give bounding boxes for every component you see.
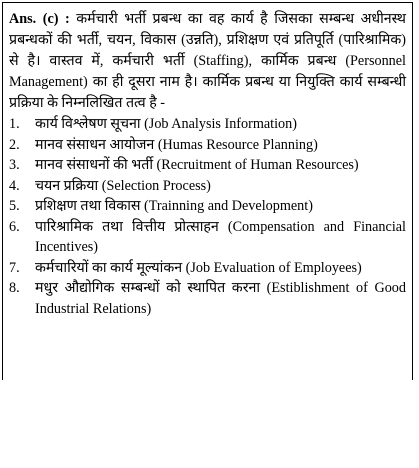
list-item-number: 8.: [9, 280, 20, 296]
list-item-number: 6.: [9, 218, 20, 235]
list-item-number: 1.: [9, 116, 20, 132]
list-item-text: कार्य विश्लेषण सूचना (Job Analysis Information): [35, 116, 297, 132]
list-item: [9, 135, 406, 156]
list-item-text: मानव संसाधन आयोजन (Humas Resource Planning): [35, 136, 318, 153]
list-item-text: मधुर औद्योगिक सम्बन्धों को स्थापित करना (Estiblishment of Good Industrial Relations): [35, 280, 406, 317]
answer-intro: [9, 9, 406, 114]
list-item: [9, 278, 406, 319]
process-elements-list: [9, 114, 406, 319]
list-item-number: 5.: [9, 198, 20, 214]
list-item-text: मानव संसाधनों की भर्ती (Recruitment of Human Resources): [35, 157, 359, 173]
list-item-text: चयन प्रक्रिया (Selection Process): [35, 177, 211, 194]
list-item-number: 2.: [9, 136, 20, 153]
answer-box: [2, 2, 413, 380]
list-item-number: 3.: [9, 157, 20, 173]
list-item: [9, 196, 406, 217]
list-item-number: 7.: [9, 259, 20, 276]
list-item: [9, 114, 406, 135]
list-item-text: कर्मचारियों का कार्य मूल्यांकन (Job Evaluation of Employees): [35, 259, 362, 276]
list-item-text: पारिश्रामिक तथा वित्तीय प्रोत्साहन (Compensation and Financial Incentives): [35, 218, 406, 255]
list-item-text: प्रशिक्षण तथा विकास (Trainning and Development): [35, 198, 313, 214]
list-item-number: 4.: [9, 177, 20, 194]
answer-intro-text: कर्मचारी भर्ती प्रबन्ध का वह कार्य है जिसका सम्बन्ध अधीनस्थ प्रबन्धकों की भर्ती, चयन, विकास (उन्नति), प्रशिक्षण एवं प्रतिपूर्ति (पारिश्रामिक) से है। वास्तव में, कर्मचारी भर्ती (Staffing), कार्मिक प्रबन्ध (Personnel Management) का ही दूसरा नाम है। कार्मिक प्रबन्ध या नियुक्ति कार्य सम्बन्धी प्रक्रिया के निम्नलिखित तत्व है -: [9, 11, 406, 111]
list-item: [9, 258, 406, 279]
answer-label: Ans. (c) :: [9, 11, 70, 27]
list-item: [9, 176, 406, 197]
list-item: [9, 217, 406, 258]
list-item: [9, 155, 406, 176]
